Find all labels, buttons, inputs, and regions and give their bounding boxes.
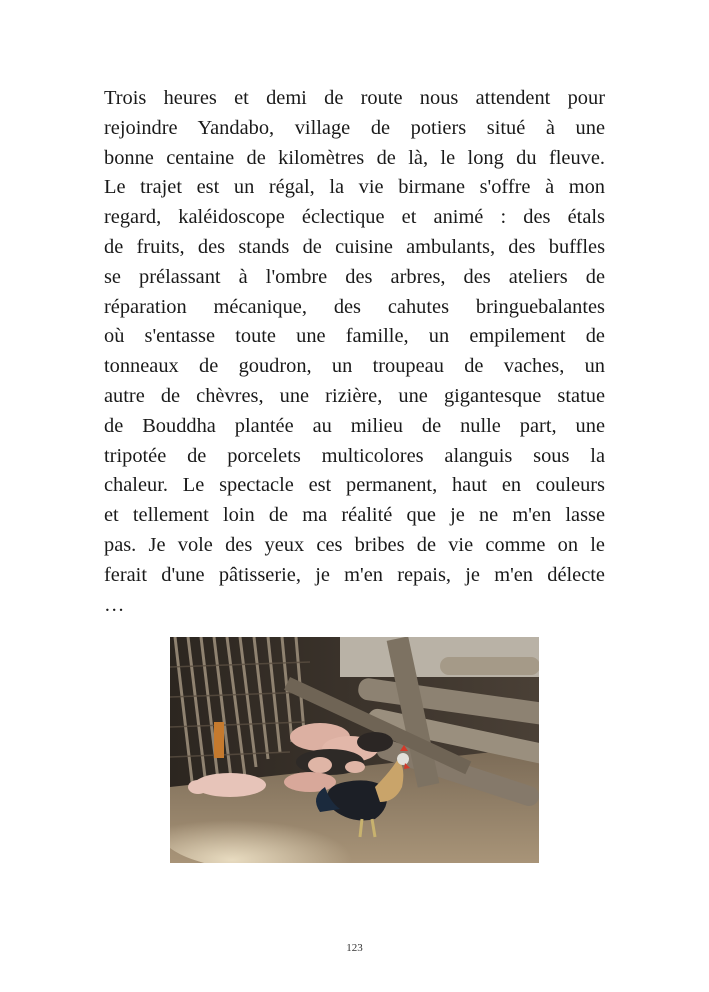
paragraph-line: rejoindre Yandabo, village de potiers situé à une bbox=[104, 116, 605, 139]
paragraph-line: pas. Je vole des yeux ces bribes de vie comme on le bbox=[104, 533, 605, 556]
paragraph-line: tripotée de porcelets multicolores alanguis sous la bbox=[104, 444, 605, 467]
paragraph-line: et tellement loin de ma réalité que je ne m'en lasse bbox=[104, 504, 605, 527]
paragraph-line: bonne centaine de kilomètres de là, le long du fleuve. bbox=[104, 146, 605, 169]
paragraph-line: chaleur. Le spectacle est permanent, haut en couleurs bbox=[104, 474, 605, 497]
paragraph-line: autre de chèvres, une rizière, une gigantesque statue bbox=[104, 384, 605, 407]
body-paragraph bbox=[104, 84, 605, 620]
paragraph-line: … bbox=[104, 593, 125, 616]
paragraph-line: Le trajet est un régal, la vie birmane s'offre à mon bbox=[104, 176, 605, 199]
photo-pigs-and-rooster bbox=[170, 637, 539, 863]
paragraph-line: de Bouddha plantée au milieu de nulle part, une bbox=[104, 414, 605, 437]
paragraph-line: réparation mécanique, des cahutes bringuebalantes bbox=[104, 295, 605, 318]
page-number: 123 bbox=[346, 942, 363, 954]
paragraph-line: regard, kaléidoscope éclectique et animé : des étals bbox=[104, 206, 605, 229]
paragraph-line: de fruits, des stands de cuisine ambulants, des buffles bbox=[104, 235, 605, 258]
paragraph-line: où s'entasse toute une famille, un empilement de bbox=[104, 325, 605, 348]
paragraph-line: se prélassant à l'ombre des arbres, des ateliers de bbox=[104, 265, 605, 288]
paragraph-line: Trois heures et demi de route nous attendent pour bbox=[104, 87, 605, 109]
paragraph-line: ferait d'une pâtisserie, je m'en repais, je m'en délecte bbox=[104, 563, 605, 586]
paragraph-line: tonneaux de goudron, un troupeau de vaches, un bbox=[104, 355, 605, 378]
